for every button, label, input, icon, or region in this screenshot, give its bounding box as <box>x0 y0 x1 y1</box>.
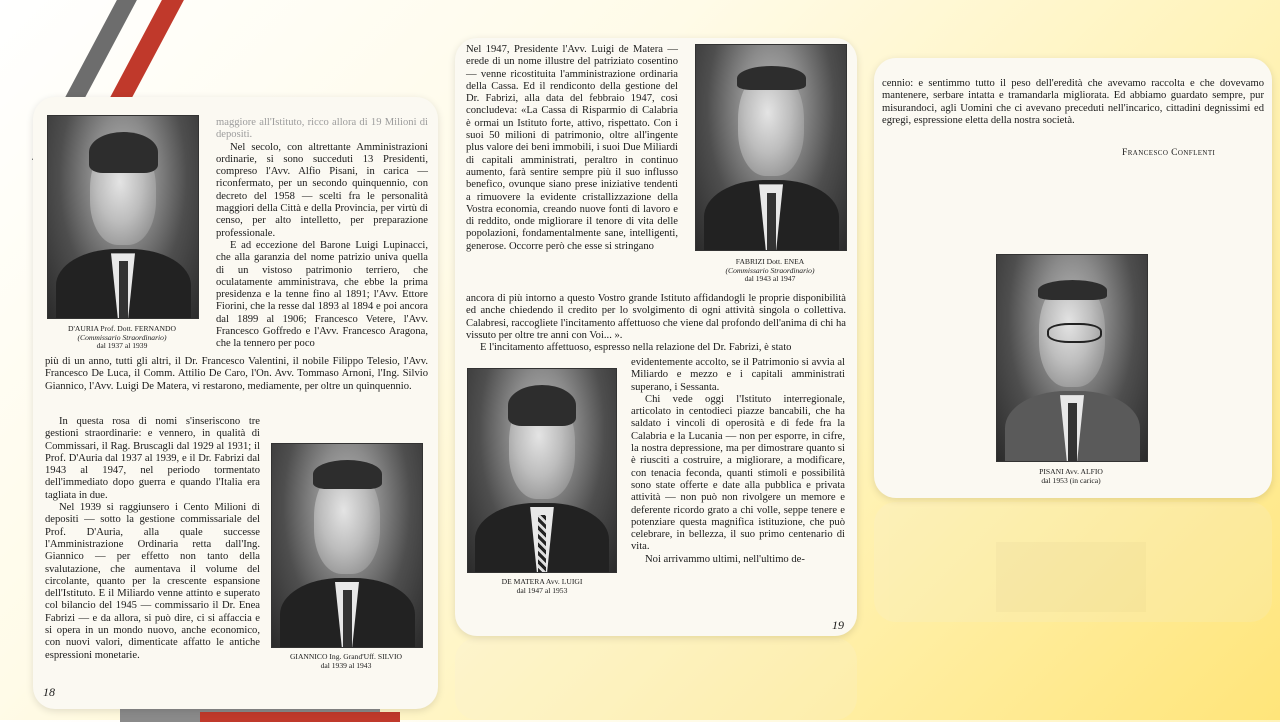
page-reflection <box>455 638 857 720</box>
page-number: 19 <box>832 618 844 632</box>
paragraph: E ad eccezione del Barone Luigi Lupinacci, che alla garanzia del nome patrizio univa quella di un vistoso patrimonio terriero, che oculatamente amministrava, che ebbe la prima presidenza e la tenne fino al 1891; l'Avv. Ettore Fiorini, che la resse dal 1893 al 1894 e poi ancora dal 1899 al 1906; Francesco Vetere, l'Avv. Francesco Goffredo e l'Avv. Francesco Aragona, che la tennero per poco <box>216 239 428 350</box>
paragraph: ancora di più intorno a questo Vostro grande Istituto affidandogli le proprie disponibilità ed anche chiedendo il credito per lo svolgimento di ogni attività singola o collettiva. Calabresi, raccogliete l'incitamento affettuoso che viene dal profondo dell'anima di chi ha vissuto per oltre tre anni con Voi... ». <box>466 293 846 341</box>
caption-dates: dal 1943 al 1947 <box>744 274 796 284</box>
book-page-19 <box>455 38 857 636</box>
caption-name: D'AURIA Prof. Dott. FERNANDO <box>68 324 176 333</box>
caption-role: (Commissario Straordinario) <box>725 265 815 275</box>
paragraph: maggiore all'Istituto, ricco allora di 19 Milioni di depositi. <box>216 117 428 141</box>
paragraph: Noi arrivammo ultimi, nell'ultimo de- <box>645 553 805 565</box>
paragraph: Nel secolo, con altrettante Amministrazioni ordinarie, si sono succeduti 13 Presidenti, compreso l'Avv. Alfio Pisani, in carica — riconfermato, per un secondo quinquennio, con decreto del 1958 — scelti fra le personalità maggiori della Città e della Provincia, per virtù di censo, per alto intelletto, per preparazione professionale. <box>216 141 428 239</box>
author-signature: Francesco Conflenti <box>1122 147 1216 158</box>
text-column-left <box>466 44 678 253</box>
photo-caption <box>990 468 1152 485</box>
paragraph: Nel 1947, Presidente l'Avv. Luigi de Matera — erede di un nome illustre del patriziato cosentino — venne ricostituita l'amministrazione ordinaria della Cassa. Ed il rendiconto della gestione del Dr. Fabrizi, alla data del febbraio 1947, così concludeva: «La Cassa di Risparmio di Calabria è ormai un Istituto forte, attivo, rispettato. Con i suoi 50 milioni di patrimonio, oltre all'ingente plus valore dei beni immobili, i suoi Due Miliardi di capitali amministrati, peraltro in continuo aumento, farà sentire sempre più il suo influsso benefico, ovunque siano prese iniziative tendenti a rimuovere la evidente cristallizzazione della Vostra economia, creando nuove fonti di lavoro e di reddito, onde migliorare il tenore di vita delle popolazioni, fondamentalmente sane, intelligenti, generose. Occorre però che esse si stringano <box>466 44 678 252</box>
paragraph: Chi vede oggi l'Istituto interregionale, articolato in centodieci piazze bancabili, che ha saldato i vincoli di operosità e di fede fra la Calabria e la Lucania — non per esporre, in cifre, la nostra depressione, ma per dimostrare quanto si è riusciti a costruire, a migliorare, a modificare, con tenacia feconda, quanti stimoli e possibilità sono state offerte e date alla pubblica e privata attività — non può non rivolgere un memore e deferente ricordo grato a chi volle, seppe tenere e potenziare questa magnifica istituzione, che può celebrare, in bellezza, il suo primo centenario di vita. <box>631 393 845 553</box>
caption-name: GIANNICO Ing. Grand'Uff. SILVIO <box>289 652 403 661</box>
caption-dates: dal 1953 (in carica) <box>1041 475 1101 485</box>
caption-name: DE MATERA Avv. LUIGI <box>501 577 583 586</box>
decorative-stripe-bottom-red <box>200 712 400 722</box>
portrait-photo-dauria <box>47 115 199 319</box>
text-column-left <box>45 416 260 662</box>
portrait-photo-giannico <box>271 443 423 648</box>
caption-dates: dal 1937 al 1939 <box>96 341 148 351</box>
photo-caption <box>41 325 203 351</box>
text-full-width <box>466 293 846 354</box>
portrait-photo-fabrizi <box>695 44 847 251</box>
caption-dates: dal 1947 al 1953 <box>516 585 568 595</box>
photo-caption <box>689 258 851 284</box>
book-page-20 <box>874 58 1272 498</box>
text-column-right <box>216 117 428 351</box>
caption-name: PISANI Avv. ALFIO <box>1039 467 1103 476</box>
caption-dates: dal 1939 al 1943 <box>320 660 372 670</box>
portrait-photo-dematera <box>467 368 617 573</box>
caption-name: FABRIZI Dott. ENEA <box>735 257 805 266</box>
paragraph: In questa rosa di nomi s'inseriscono tre gestioni straordinarie: e vennero, in qualità di Commissari, il Rag. Bruscagli dal 1929 al 1931; il Prof. D'Auria dal 1937 al 1939, e il Dr. Fabrizi dal 1943 al 1947, nel periodo tormentato dell'immediato dopo guerra e quando l'Italia era tagliata in due. <box>45 416 260 501</box>
text-column-right <box>631 357 845 566</box>
paragraph: cennio: e sentimmo tutto il peso dell'eredità che avevamo raccolta e che dovevamo mantenere, serbare intatta e tramandarla migliorata. Ed abbiamo guardato sempre, pur misurandoci, agli Uomini che ci avevano preceduti nell'incarico, cittadini degnissimi ed egregi, espressione eletta della nostra società. <box>882 78 1264 126</box>
page-number: 18 <box>43 685 55 699</box>
paragraph: evidentemente accolto, se il Patrimonio si avvia al Miliardo e mezzo e i capitali amministrati superano, i Sessanta. <box>631 357 845 393</box>
portrait-photo-pisani <box>996 254 1148 462</box>
paragraph: più di un anno, tutti gli altri, il Dr. Francesco Valentini, il nobile Filippo Telesio, l'Avv. Francesco De Luca, il Comm. Attilio De Caro, l'On. Avv. Tommaso Arnoni, l'Ing. Silvio Giannico, l'Avv. Luigi De Matera, vi restarono, mediamente, per oltre un quinquennio. <box>45 356 428 392</box>
page-reflection <box>874 502 1272 622</box>
photo-caption <box>265 653 427 670</box>
caption-role: (Commissario Straordinario) <box>77 332 167 342</box>
book-page-18 <box>33 97 438 709</box>
paragraph: Nel 1939 si raggiunsero i Cento Milioni di depositi — sotto la gestione commissariale del Prof. D'Auria, alla quale successe l'Amministrazione Ordinaria retta dall'Ing. Giannico — per effetto non tanto della svalutazione, che aumentava il volume del circolante, quanto per la crescente espansione dell'Istituto. E il Miliardo venne attinto e superato col bilancio del 1945 — commissario il Dr. Enea Fabrizi — e da allora, si può dire, ci si affaccia e si opera in un mondo nuovo, anche economico, con nuovi valori, dimenticate affatto le antiche espressioni monetarie. <box>45 502 260 661</box>
paragraph: E l'incitamento affettuoso, espresso nella relazione del Dr. Fabrizi, è stato <box>480 342 792 354</box>
photo-reflection <box>996 542 1146 612</box>
text-full-width <box>45 356 428 393</box>
photo-caption <box>461 578 623 595</box>
text-block <box>882 78 1264 127</box>
